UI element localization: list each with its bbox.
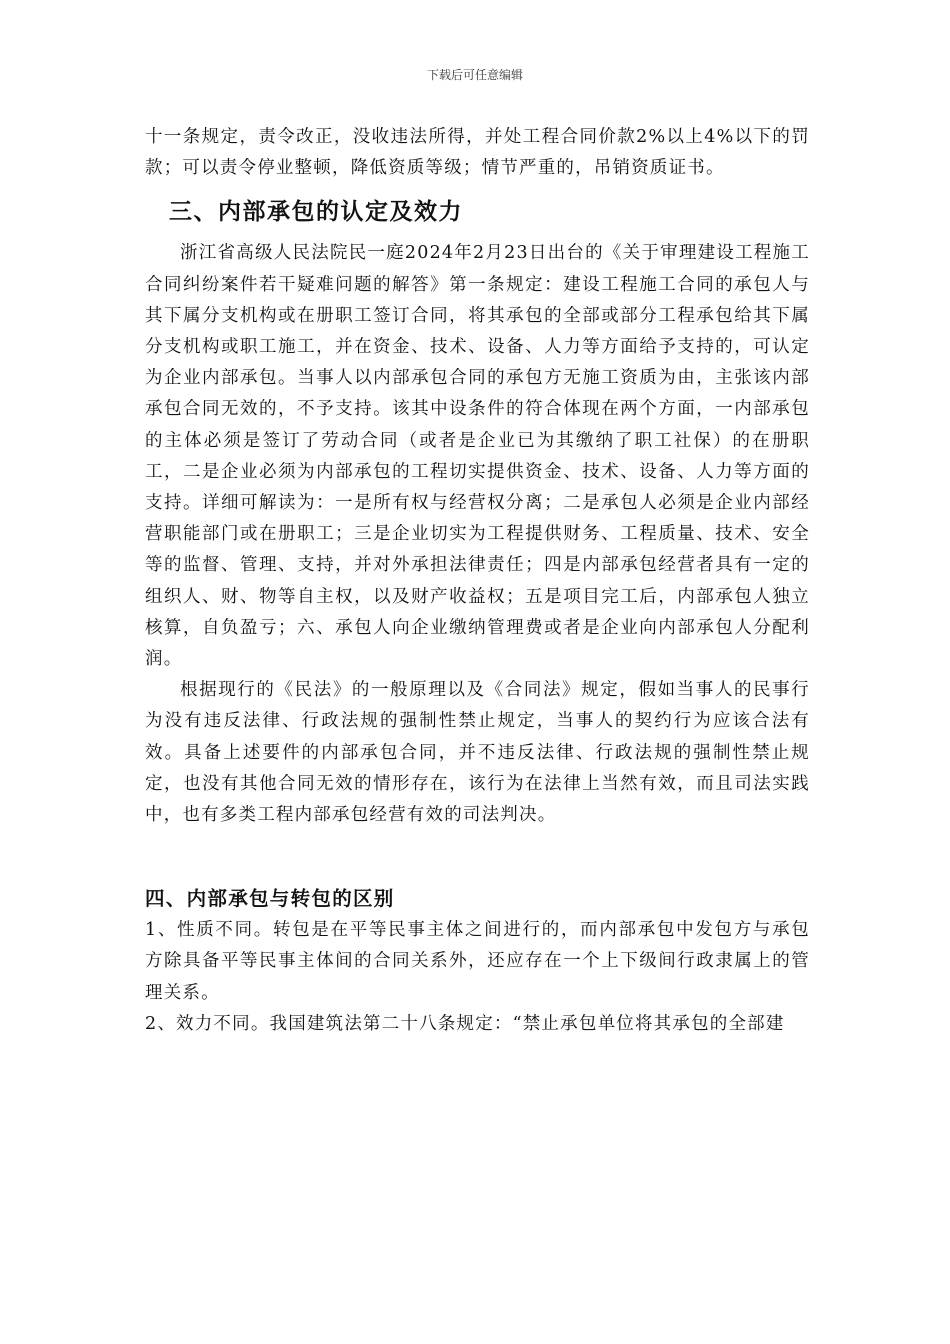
- section-3-heading: 三、内部承包的认定及效力: [169, 199, 463, 226]
- paragraph-continuation: 十一条规定，责令改正，没收违法所得，并处工程合同价款2%以上4%以下的罚款；可以责令停业整顿，降低资质等级；情节严重的，吊销资质证书。: [145, 127, 810, 179]
- section-3-paragraph-1: 浙江省高级人民法院民一庭2024年2月23日出台的《关于审理建设工程施工合同纠纷案件若干疑难问题的解答》第一条规定：建设工程施工合同的承包人与其下属分支机构或在册职工签订合同，将其承包的全部或部分工程承包给其下属分支机构或职工施工，并在资金、技术、设备、人力等方面给予支持的，可认定为企业内部承包。当事人以内部承包合同的承包方无施工资质为由，主张该内部承包合同无效的，不予支持。该其中设条件的符合体现在两个方面，一内部承包的主体必须是签订了劳动合同（或者是企业已为其缴纳了职工社保）的在册职工，二是企业必须为内部承包的工程切实提供资金、技术、设备、人力等方面的支持。详细可解读为：一是所有权与经营权分离；二是承包人必须是企业内部经营职能部门或在册职工；三是企业切实为工程提供财务、工程质量、技术、安全等的监督、管理、支持，并对外承担法律责任；四是内部承包经营者具有一定的组织人、财、物等自主权，以及财产收益权；五是项目完工后，内部承包人独立核算，自负盈亏；六、承包人向企业缴纳管理费或者是企业向内部承包人分配利润。: [145, 243, 810, 670]
- document-body: [145, 122, 810, 1040]
- section-4-heading: 四、内部承包与转包的区别: [145, 887, 395, 911]
- section-4-item-2: 2、效力不同。我国建筑法第二十八条规定：“禁止承包单位将其承包的全部建: [145, 1013, 785, 1034]
- page-header: 下载后可任意编辑: [426, 68, 523, 82]
- section-3-paragraph-2: 根据现行的《民法》的一般原理以及《合同法》规定，假如当事人的民事行为没有违反法律、行政法规的强制性禁止规定，当事人的契约行为应该合法有效。具备上述要件的内部承包合同，并不违反法律、行政法规的强制性禁止规定，也没有其他合同无效的情形存在，该行为在法律上当然有效，而且司法实践中，也有多类工程内部承包经营有效的司法判决。: [145, 680, 810, 826]
- section-4-item-1: 1、性质不同。转包是在平等民事主体之间进行的，而内部承包中发包方与承包方除具备平等民事主体间的合同关系外，还应存在一个上下级间行政隶属上的管理关系。: [145, 920, 810, 1003]
